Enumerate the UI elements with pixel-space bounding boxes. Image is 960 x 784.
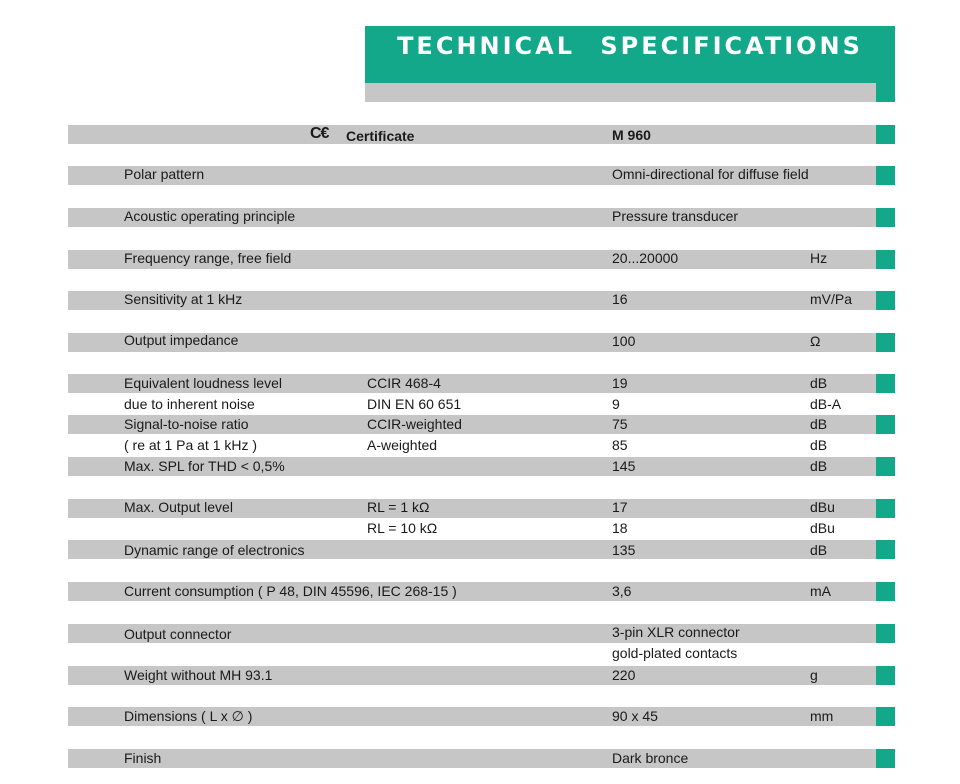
spec-value: 17	[612, 499, 628, 515]
teal-marker	[876, 457, 895, 476]
spec-value: Dark bronce	[612, 750, 689, 766]
spec-value: 85	[612, 437, 628, 453]
spec-label: Output connector	[124, 626, 232, 642]
teal-marker	[876, 333, 895, 352]
row-bar	[68, 125, 876, 144]
spec-unit: mm	[810, 708, 834, 724]
spec-value: Pressure transducer	[612, 208, 739, 224]
spec-value: 220	[612, 667, 636, 683]
certificate-label: Certificate	[346, 128, 415, 144]
spec-label: Output impedance	[124, 332, 239, 348]
teal-marker	[876, 166, 895, 185]
spec-unit: g	[810, 667, 818, 683]
spec-label: Frequency range, free field	[124, 250, 292, 266]
ce-mark: C€	[310, 125, 329, 142]
teal-marker	[876, 291, 895, 310]
spec-label: Current consumption ( P 48, DIN 45596, IEC 268-15 )	[124, 583, 457, 599]
spec-label: Weight without MH 93.1	[124, 667, 273, 683]
model-name: M 960	[612, 127, 651, 143]
spec-unit: mA	[810, 583, 831, 599]
title-banner-teal-tail	[876, 83, 895, 102]
spec-unit: dB	[810, 458, 828, 474]
teal-marker	[876, 208, 895, 227]
teal-marker	[876, 666, 895, 685]
teal-marker	[876, 250, 895, 269]
spec-value: 9	[612, 396, 620, 412]
spec-unit: Ω	[810, 333, 821, 349]
spec-label: Max. SPL for THD < 0,5%	[124, 458, 285, 474]
teal-marker	[876, 499, 895, 518]
teal-marker	[876, 374, 895, 393]
spec-label: Equivalent loudness level	[124, 375, 282, 391]
spec-value: 100	[612, 333, 636, 349]
row-bar	[68, 749, 876, 768]
spec-condition: A-weighted	[367, 437, 438, 453]
spec-label: Acoustic operating principle	[124, 208, 296, 224]
spec-unit: dB-A	[810, 396, 842, 412]
spec-value: 20...20000	[612, 250, 679, 266]
spec-value: 145	[612, 458, 636, 474]
page-title: TECHNICAL SPECIFICATIONS	[397, 32, 863, 60]
spec-unit: dB	[810, 416, 828, 432]
spec-condition: CCIR 468-4	[367, 375, 441, 391]
spec-label: due to inherent noise	[124, 396, 255, 412]
teal-marker	[876, 624, 895, 643]
spec-label: Polar pattern	[124, 166, 205, 182]
spec-label: Dynamic range of electronics	[124, 542, 305, 558]
title-banner-gray-strip	[365, 83, 876, 102]
spec-condition: CCIR-weighted	[367, 416, 462, 432]
spec-unit: dBu	[810, 520, 835, 536]
teal-marker	[876, 582, 895, 601]
spec-value: 3,6	[612, 583, 632, 599]
spec-unit: dB	[810, 375, 828, 391]
spec-unit: mV/Pa	[810, 291, 853, 307]
spec-value: 18	[612, 520, 628, 536]
teal-marker	[876, 540, 895, 559]
spec-unit: dB	[810, 542, 828, 558]
spec-condition: RL = 10 kΩ	[367, 520, 438, 536]
spec-value: 90 x 45	[612, 708, 658, 724]
spec-value: 135	[612, 542, 636, 558]
spec-condition: RL = 1 kΩ	[367, 499, 430, 515]
spec-label: Dimensions ( L x ∅ )	[124, 708, 253, 724]
spec-label: Signal-to-noise ratio	[124, 416, 249, 432]
spec-label: Max. Output level	[124, 499, 233, 515]
title-banner	[365, 26, 895, 102]
teal-marker	[876, 415, 895, 434]
spec-label: Sensitivity at 1 kHz	[124, 291, 243, 307]
teal-marker	[876, 125, 895, 144]
spec-condition: DIN EN 60 651	[367, 396, 462, 412]
spec-value: Omni-directional for diffuse field	[612, 166, 809, 182]
teal-marker	[876, 749, 895, 768]
spec-value: 19	[612, 375, 628, 391]
spec-unit: dB	[810, 437, 828, 453]
spec-value: gold-plated contacts	[612, 645, 738, 661]
spec-value: 16	[612, 291, 628, 307]
teal-marker	[876, 707, 895, 726]
spec-value: 75	[612, 416, 628, 432]
spec-unit: Hz	[810, 250, 828, 266]
spec-label: ( re at 1 Pa at 1 kHz )	[124, 437, 258, 453]
spec-label: Finish	[124, 750, 162, 766]
spec-unit: dBu	[810, 499, 835, 515]
spec-value: 3-pin XLR connector	[612, 624, 740, 640]
